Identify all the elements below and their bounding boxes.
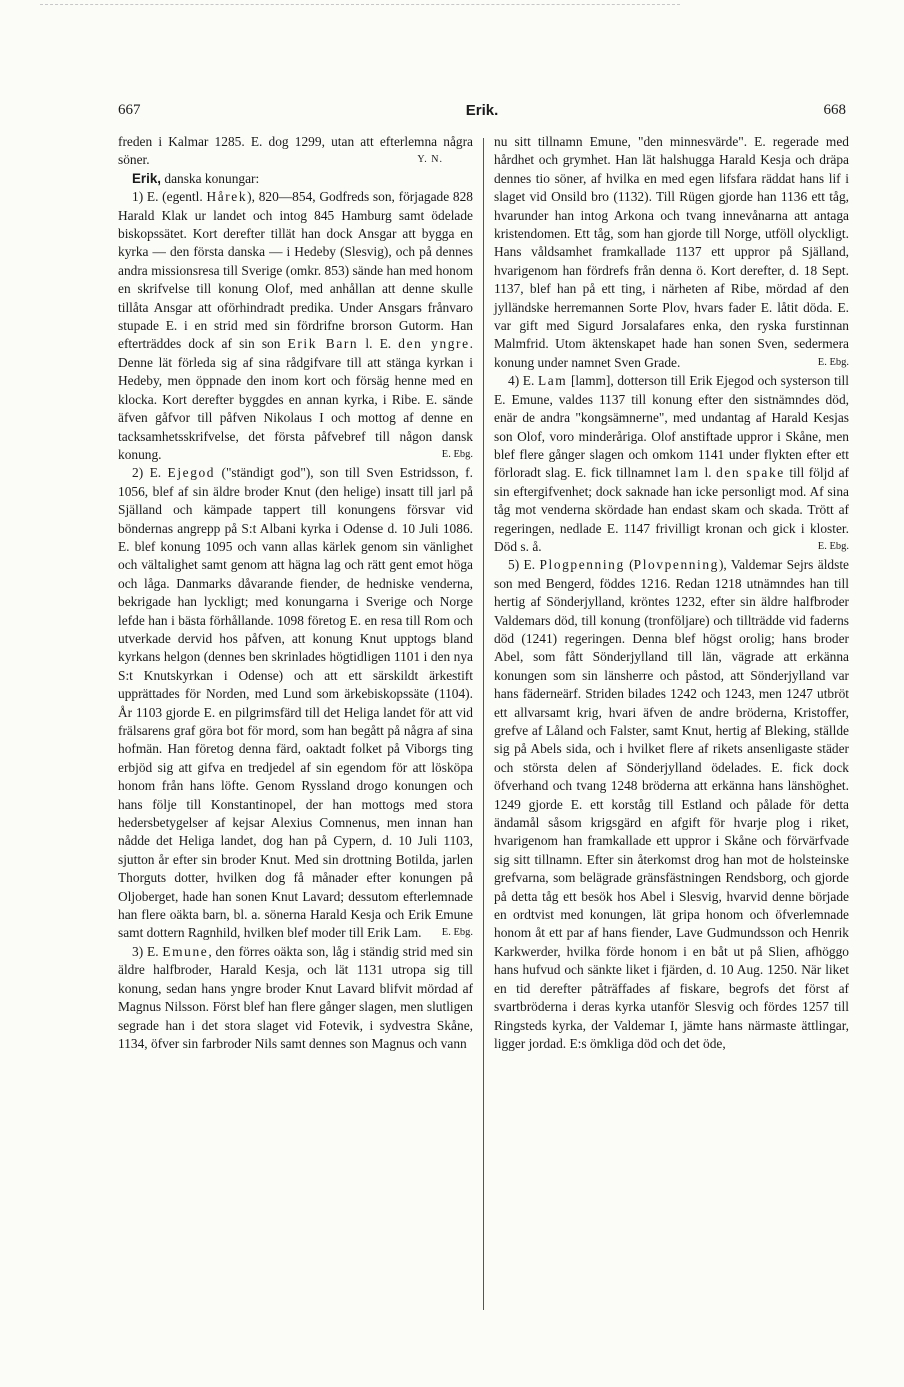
spaced-name: den yngre xyxy=(398,336,470,352)
paragraph-intro xyxy=(118,133,473,170)
spaced-name: Lam xyxy=(537,373,568,389)
spaced-name: Plogpenning xyxy=(539,557,625,573)
paragraph-erik-2 xyxy=(118,464,473,943)
column-divider xyxy=(483,138,484,1310)
spaced-name: lam xyxy=(675,465,700,481)
spaced-name: Erik Barn xyxy=(287,336,359,352)
page-number-right: 668 xyxy=(823,102,846,118)
left-column xyxy=(118,133,473,1053)
entry-heading-line xyxy=(118,170,473,188)
author-signature: Y. N. xyxy=(417,154,443,166)
text-run: ), Valdemar Sejrs äldste son med Bengerd, föddes 1216. Redan 1218 utnämndes han till hertig af Sönderjylland, kröntes 1232, efter sin äldre halfbroder Valdemars död, till konung (tronföljare) och tillträdde vid faderns död (1241) regeringen. Denna blef högst orolig; hans broder Abel, som fått Sönderjylland till län, vägrade att erkänna konungen som sin länsherre och påstod, att Sönderjylland var hans fäderneärf. Striden bilades 1242 och 1243, men 1247 utbröt ett allvarsamt krig, hvari äfven de andre bröderna, Kristoffer, grefve af Låland och Falster, samt Knut, hertig af Bleking, ställde sig på Abels sida, och i hvilket flere af rikets ansenligaste städer och största delen af Sönderjylland ödelades. E. fick dock öfverhand och tvang 1248 bröderna att erkänna hans länshöghet. 1249 gjorde E. ett korståg till Estland och pålade för detta ändamål såsom krigsgärd en afgift för hvarje plog i riket, hvarigenom han framkallade ett uppror i Skåne och förvärfvade sig sitt tillnamn. Efter sin återkomst drog han mot de holsteinske grefvarna, som belägrade gränsfästningen Rendsborg, och gjorde på detta tåg ett besök hos Abel i Slesvig, hvarvid denne började en ordtvist med konungen, lät gripa honom och öfverlemnade honom åt ett par af hans fiender, Lave Gudmundsson och Henrik Karkwerder, hvilka förde honom i en båt ut på Slien, afhöggo hans hufvud och sänkte liket i fjärden, d. 10 Aug. 1250. När liket en tid derefter påträffades af fiskare, begrofs det först af svartbröderna i deras kyrka utanför Slesvig och fördes 1257 till Ringsteds kyrka, der Valdemar I, jämte hans närmaste ättlingar, ligger jordad. E:s ömkliga död och det öde, xyxy=(494,557,849,1051)
paragraph-erik-3-continued xyxy=(494,133,849,372)
paragraph-text: freden i Kalmar 1285. E. dog 1299, utan att efterlemna några söner. xyxy=(118,134,473,168)
text-run: ("ständigt god"), son till Sven Estridsson, f. 1056, blef af sin äldre broder Knut (den helige) insatt till jarl på Själland och kämpade tappert till konungens försvar vid böndernas angrepp på S:t Albani kyrka i Odense d. 10 Juli 1086. E. blef konung 1095 och vann allas kärlek genom sin vänlighet och vältalighet samt genom att hägna lag och rätt gent emot höga och låga. Danmarks dåvarande fiender, de hedniske venderna, bekrigade han lyckligt; med konungarna i Sverige och Norge lefde han i bästa förhållande. 1098 företog E. en resa till Rom och utverkade dervid hos påfven, att konung Knut upptogs bland kyrkans helgon (dennes ben skrinlades högtidligen 1101 i den nya S:t Knutskyrkan i Odense) och att ett särskildt ärkestift upprättades för Norden, med Lund som ärkebiskopssäte (1104). År 1103 gjorde E. en pilgrimsfärd till det Heliga landet för att vid frälsarens graf göra bot för mord, som han begått på några af sina hofmän. Han företog denna färd, oaktadt folket på Viborgs ting erbjöd sig att gifva en tredjedel af sin egendom för att lösköpa honom från hans löfte. Genom Ryssland drogo konungen och hans följe till Konstantinopel, der han mottogs med stora hedersbetygelser af kejsar Alexius Comnenus, men innan han nådde det Heliga landet, dog han på Cypern, d. 10 Juli 1103, sjutton år efter sin broder Knut. Med sin drottning Botilda, jarlen Thorguts dotter, hvilken dog få månader efter konungen på Oljoberget, hade han sonen Knut Lavard; dessutom efterlemnade han flere oäkta barn, bl. a. sönerna Harald Kesja och Erik Emune samt dottern Ragnhild, hvilken blef moder till Erik Lam. xyxy=(118,465,473,941)
text-run: l. xyxy=(699,465,717,481)
entry-headword: Erik, xyxy=(132,170,162,186)
paragraph-erik-1 xyxy=(118,188,473,464)
text-run: 1) E. (egentl. xyxy=(132,189,207,205)
spaced-name: Emune xyxy=(162,943,209,959)
scan-artifact-line xyxy=(40,4,680,5)
text-run: l. E. xyxy=(358,336,399,352)
right-column xyxy=(494,133,849,1053)
author-signature: E. Ebg. xyxy=(441,448,473,460)
spaced-name: den spake xyxy=(716,465,785,481)
text-run: ), 820—854, Godfreds son, förjagade 828 Harald Klak ur landet och intog 845 Hamburg samt ödelade biskopssätet. Kort derefter tillät han dock Ansgar att bygga en kyrka — den första danska — i Hedeby (Slesvig), och på dennes andra missionsresa till Sverige (omkr. 853) sände han med honom en skrifvelse till konung Olof, med anhållan att denne skulle tillåta Ansgar att oförhindradt predika. Under Ansgars frånvaro stupade E. i en strid med sin fördrifne brorson Gutorm. Han efterträddes dock af sin son xyxy=(118,189,474,352)
spaced-name: Hårek xyxy=(206,189,248,205)
author-signature: E. Ebg. xyxy=(441,927,473,939)
page-number-left: 667 xyxy=(118,102,141,118)
text-run: 4) E. xyxy=(508,373,538,389)
text-run: nu sitt tillnamn Emune, "den minnesvärde". E. regerade med hårdhet och grymhet. Han lät halshugga Harald Kesja och dräpa dennes tio söner, af hvilka en med egen lifsfara räddat hans lif i slaget vid Onsild bro (1132). Till Rügen gjorde han 1136 ett tåg, hvarunder han intog Arkona och tvang innevånarna att antaga kristendomen. Ett tåg, som han gjorde till Norge, utföll olyckligt. Hans våldsamhet framkallade 1137 ett uppror på Själland, hvarigenom han fördrefs från denna ö. Kort derefter, d. 18 Sept. 1137, blef han på ett ting, i närheten af Ribe, mördad af den jylländske herremannen Sorte Plov, hvars fader E. låtit döda. E. var gift med Sigurd Jorsalafares enka, den ryska furstinnan Malmfrid. Utom äktenskapet hade han sonen Sven, sedermera konung under namnet Sven Grade. xyxy=(494,134,849,370)
author-signature: E. Ebg. xyxy=(817,356,849,368)
entry-heading-rest: danska konungar: xyxy=(161,170,260,186)
author-signature: E. Ebg. xyxy=(817,540,849,552)
page-header xyxy=(118,102,846,124)
text-run: 3) E. xyxy=(132,943,163,959)
text-run: , den förres oäkta son, låg i ständig strid med sin äldre halfbroder, Harald Kesja, och lät 1131 utropa sig till konung, sedan hans yngre broder Knut Lavard blifvit mördad af Magnus Nilsson. Först blef han flere gånger slagen, men slutligen segrade han i det stora slaget vid Fotevik, i sydvestra Skåne, 1134, öfver sin farbroder Nils samt dennes son Magnus och vann xyxy=(118,943,473,1051)
paragraph-erik-3 xyxy=(118,943,473,1053)
text-run: [lamm], dotterson till Erik Ejegod och systerson till E. Emune, valdes 1137 till konung efter den sistnämndes död, enär de andra "kongsämnerne", med undantag af Harald Kesjas son Olof, voro minderåriga. Olof anstiftade uppror i Skåne, men blef flere gånger slagen och omkom 1141 under flykten efter ett förloradt slag. E. fick tillnamnet xyxy=(494,373,849,481)
spaced-name: Ejegod xyxy=(167,465,216,481)
text-run: . Denne lät förleda sig af sina rådgifvare till att stänga kyrkan i Hedeby, men öppnade den inom kort och försäg henne med en klocka. Kort derefter byggdes en annan kyrka, i Ribe. E. sände äfven gåfvor till påfven Nikolaus I och mottog af denne en tacksamhetsskrifvelse, det första påfvebref till någon dansk konung. xyxy=(118,336,474,462)
spaced-name: Plovpenning xyxy=(633,557,719,573)
paragraph-erik-4 xyxy=(494,372,849,556)
text-run: 5) E. xyxy=(508,557,540,573)
text-run: 2) E. xyxy=(132,465,168,481)
text-run: ( xyxy=(624,557,634,573)
paragraph-erik-5 xyxy=(494,556,849,1053)
running-title: Erik. xyxy=(465,102,499,119)
text-run: till följd af sin eftergifvenhet; dock saknade han icke personligt mod. Af sina tåg mot venderna skördade han endast skam och skada. Trött af regeringen, nedlade E. 1147 frivilligt kronan och gick i kloster. Död s. å. xyxy=(494,465,849,554)
